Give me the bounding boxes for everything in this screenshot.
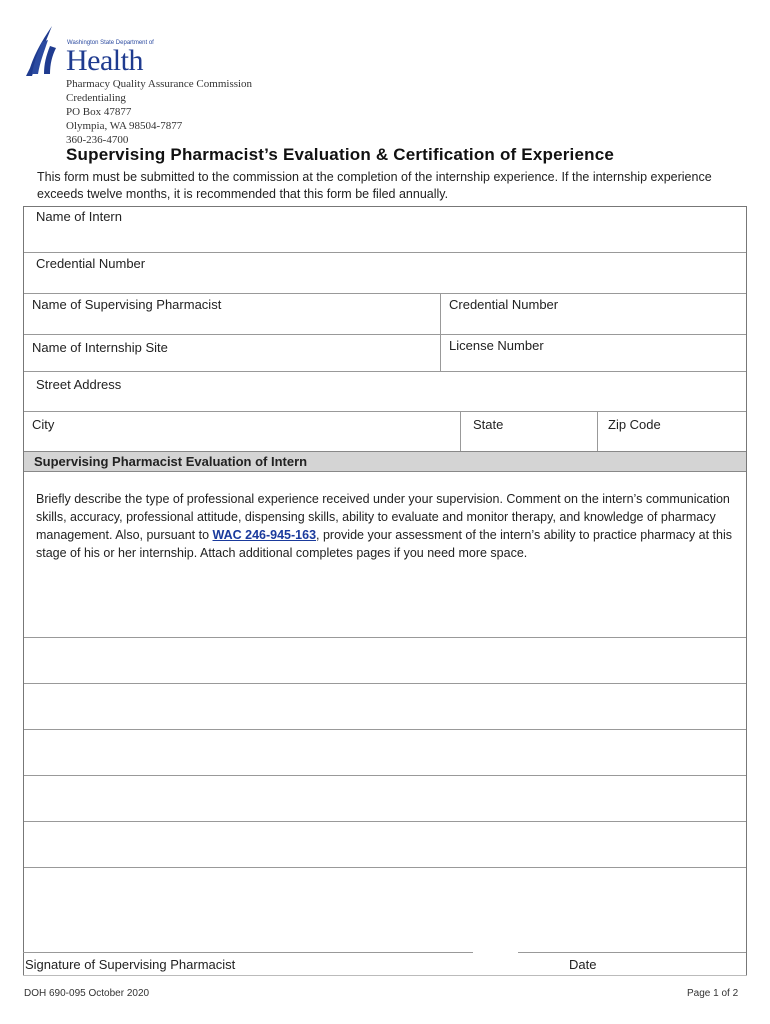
site-name-field[interactable] <box>24 334 440 371</box>
state-field[interactable] <box>460 411 597 451</box>
intern-name-field[interactable] <box>24 207 746 253</box>
evaluation-response-area[interactable] <box>24 472 746 638</box>
address-line: Credentialing <box>66 92 126 104</box>
evaluation-line[interactable] <box>24 729 746 776</box>
form-intro: This form must be submitted to the commission at the completion of the internship experience. If the internship experience exceeds twelve months, it is recommended that this form be filed annually. <box>37 170 712 201</box>
zip-field[interactable] <box>597 411 746 451</box>
agency-name: Health <box>66 44 143 77</box>
license-number-field[interactable] <box>440 334 746 371</box>
instructions-text-cont: , provide your assessment of the intern’s ability to practice pharmacy at this stage of his or her internship. Attach additional completes pages if you need more space. <box>36 528 732 560</box>
intern-name-label: Name of Intern <box>36 209 122 224</box>
agency-address <box>66 77 252 147</box>
license-number-label: License Number <box>449 338 544 353</box>
footer-divider <box>23 975 747 976</box>
city-row <box>24 411 746 451</box>
form-id: DOH 690-095 October 2020 <box>24 988 150 999</box>
state-label: State <box>473 417 504 432</box>
evaluation-section-header <box>24 451 746 472</box>
evaluation-line[interactable] <box>24 637 746 684</box>
supervisor-row <box>24 293 746 335</box>
wac-link[interactable]: WAC 246-945-163 <box>212 528 317 542</box>
street-address-label: Street Address <box>36 377 122 392</box>
instructions-text: Briefly describe the type of professional experience received under your supervision. Comment on the intern’s communication skills, accuracy, professional attitude, dispensing skills, ability to evaluate and monitor therapy, and knowledge of pharmacy management. Also, pursuant to <box>36 492 730 542</box>
doh-swoosh-icon <box>22 24 64 78</box>
street-address-field[interactable] <box>24 371 746 412</box>
date-line[interactable] <box>518 952 746 953</box>
supervisor-name-field[interactable] <box>24 293 440 334</box>
evaluation-heading: Supervising Pharmacist Evaluation of Intern <box>34 454 308 469</box>
doh-logo <box>22 24 152 80</box>
credential-number-field[interactable] <box>24 252 746 294</box>
evaluation-line[interactable] <box>24 683 746 730</box>
signature-label: Signature of Supervising Pharmacist <box>25 957 236 972</box>
supervisor-name-label: Name of Supervising Pharmacist <box>32 297 222 312</box>
city-field[interactable] <box>24 411 460 451</box>
page-number: Page 1 of 2 <box>687 988 739 999</box>
city-label: City <box>32 417 55 432</box>
address-line: Pharmacy Quality Assurance Commission <box>66 78 253 90</box>
address-line: PO Box 47877 <box>66 106 132 118</box>
supervisor-credential-label: Credential Number <box>449 297 559 312</box>
site-row <box>24 334 746 372</box>
address-line: 360-236-4700 <box>66 134 129 146</box>
form-title: Supervising Pharmacist’s Evaluation & Certification of Experience <box>66 145 615 164</box>
supervisor-credential-field[interactable] <box>440 293 746 334</box>
form-table <box>23 206 747 976</box>
credential-number-label: Credential Number <box>36 256 146 271</box>
agency-tagline: Washington State Department of <box>67 40 154 46</box>
evaluation-line[interactable] <box>24 821 746 868</box>
address-line: Olympia, WA 98504-7877 <box>66 120 183 132</box>
evaluation-line[interactable] <box>24 775 746 822</box>
date-label: Date <box>569 957 597 972</box>
signature-line[interactable] <box>23 952 473 953</box>
site-name-label: Name of Internship Site <box>32 340 168 355</box>
zip-label: Zip Code <box>608 417 661 432</box>
